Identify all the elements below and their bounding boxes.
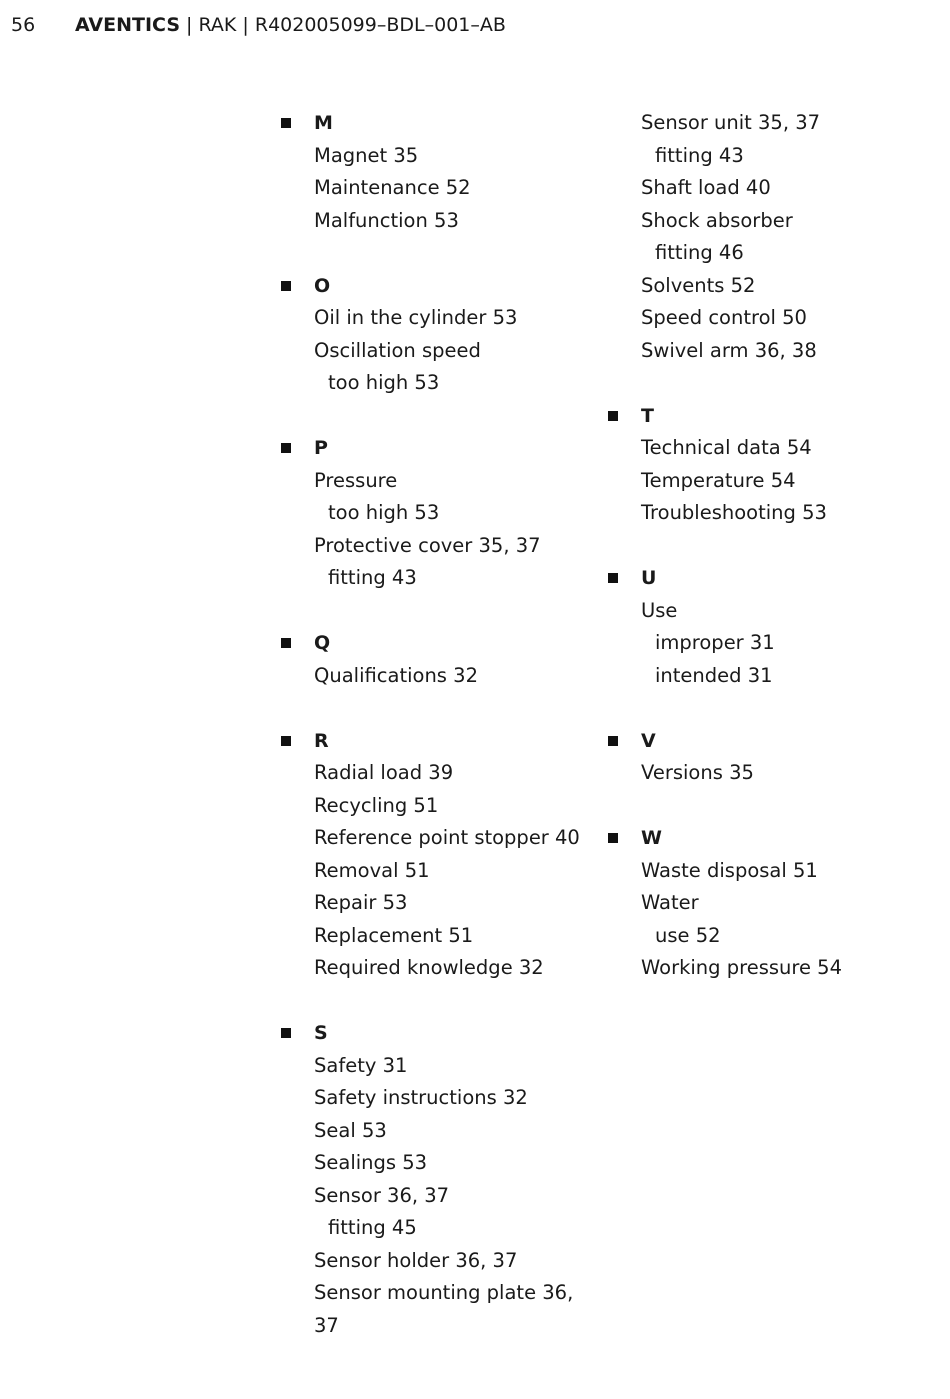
page-number: 56 (11, 14, 36, 36)
index-letter-heading: U (641, 567, 657, 589)
index-entry: Removal 51 (314, 858, 430, 882)
document-code: | RAK | R402005099–BDL–001–AB (180, 14, 506, 36)
index-entry: Safety instructions 32 (314, 1086, 528, 1109)
brand-name: AVENTICS (75, 14, 181, 36)
index-entry: Required knowledge 32 (314, 956, 544, 979)
index-subentry: too high 53 (328, 501, 440, 524)
index-entry: Recycling 51 (314, 793, 439, 817)
index-group-p (281, 432, 591, 595)
index-subentry: intended 31 (655, 663, 773, 687)
index-letter-heading: T (641, 404, 654, 427)
square-bullet-icon (608, 736, 618, 746)
index-entry: Safety 31 (314, 1053, 408, 1077)
index-entry: Use (641, 598, 678, 622)
square-bullet-icon (281, 1028, 291, 1038)
square-bullet-icon (281, 638, 291, 648)
index-group-r (281, 725, 591, 985)
index-group-w (608, 822, 938, 985)
square-bullet-icon (608, 411, 618, 421)
index-entry: Waste disposal 51 (641, 858, 818, 882)
index-group-s (281, 1017, 591, 1342)
index-group-m (281, 107, 591, 237)
index-entry: Protective cover 35, 37 (314, 533, 541, 557)
index-entry: Oil in the cylinder 53 (314, 306, 518, 329)
index-column-right (608, 107, 938, 1017)
index-letter-heading: O (314, 274, 331, 297)
index-entry: Technical data 54 (641, 436, 812, 459)
index-entry: Replacement 51 (314, 923, 474, 947)
index-subentry: fitting 46 (655, 241, 744, 264)
index-entry: Sealings 53 (314, 1151, 428, 1174)
index-group-q (281, 627, 591, 692)
square-bullet-icon (281, 281, 291, 291)
index-group-v (608, 725, 938, 790)
index-entry: Shock absorber (641, 208, 793, 232)
index-subentry: improper 31 (655, 631, 775, 654)
index-entry: Troubleshooting 53 (641, 501, 827, 524)
index-entry: Versions 35 (641, 761, 754, 784)
index-subentry: fitting 45 (328, 1216, 417, 1239)
index-entry: Temperature 54 (641, 468, 796, 492)
index-letter-heading: M (314, 112, 333, 134)
index-entry: Shaft load 40 (641, 176, 771, 199)
square-bullet-icon (281, 443, 291, 453)
index-subentry: use 52 (655, 923, 721, 947)
index-letter-heading: R (314, 729, 329, 752)
square-bullet-icon (281, 118, 291, 128)
index-entry: Maintenance 52 (314, 176, 471, 199)
index-letter-heading: V (641, 729, 656, 752)
index-entry: Malfunction 53 (314, 208, 459, 232)
index-subentry: fitting 43 (328, 566, 417, 589)
index-entry: Reference point stopper 40 (314, 826, 580, 849)
index-entry: Sensor holder 36, 37 (314, 1248, 518, 1272)
square-bullet-icon (608, 833, 618, 843)
index-letter-heading: W (641, 827, 662, 849)
index-entry: Solvents 52 (641, 273, 756, 297)
index-subentry: fitting 43 (655, 143, 744, 167)
index-entry: Speed control 50 (641, 306, 807, 329)
square-bullet-icon (608, 573, 618, 583)
index-group-u (608, 562, 938, 692)
index-group-t (608, 400, 938, 530)
index-subentry: too high 53 (328, 371, 440, 394)
index-group-s-continued (608, 107, 938, 367)
index-column-left (281, 107, 591, 1375)
index-entry: Seal 53 (314, 1118, 387, 1142)
index-entry: Sensor 36, 37 (314, 1183, 450, 1207)
index-letter-heading: P (314, 437, 328, 459)
index-entry: Radial load 39 (314, 761, 454, 784)
index-entry: Sensor mounting plate 36, 37 (314, 1281, 574, 1337)
index-entry: Repair 53 (314, 891, 408, 914)
index-entry: Pressure (314, 468, 398, 492)
index-entry: Oscillation speed (314, 338, 481, 362)
index-letter-heading: Q (314, 632, 331, 654)
index-group-o (281, 270, 591, 400)
index-entry: Magnet 35 (314, 143, 419, 167)
index-entry: Qualifications 32 (314, 663, 478, 687)
index-entry: Swivel arm 36, 38 (641, 338, 817, 362)
page-header (11, 12, 506, 38)
index-entry: Sensor unit 35, 37 (641, 111, 821, 134)
index-letter-heading: S (314, 1022, 328, 1044)
index-entry: Water (641, 891, 699, 914)
square-bullet-icon (281, 736, 291, 746)
index-entry: Working pressure 54 (641, 956, 842, 979)
